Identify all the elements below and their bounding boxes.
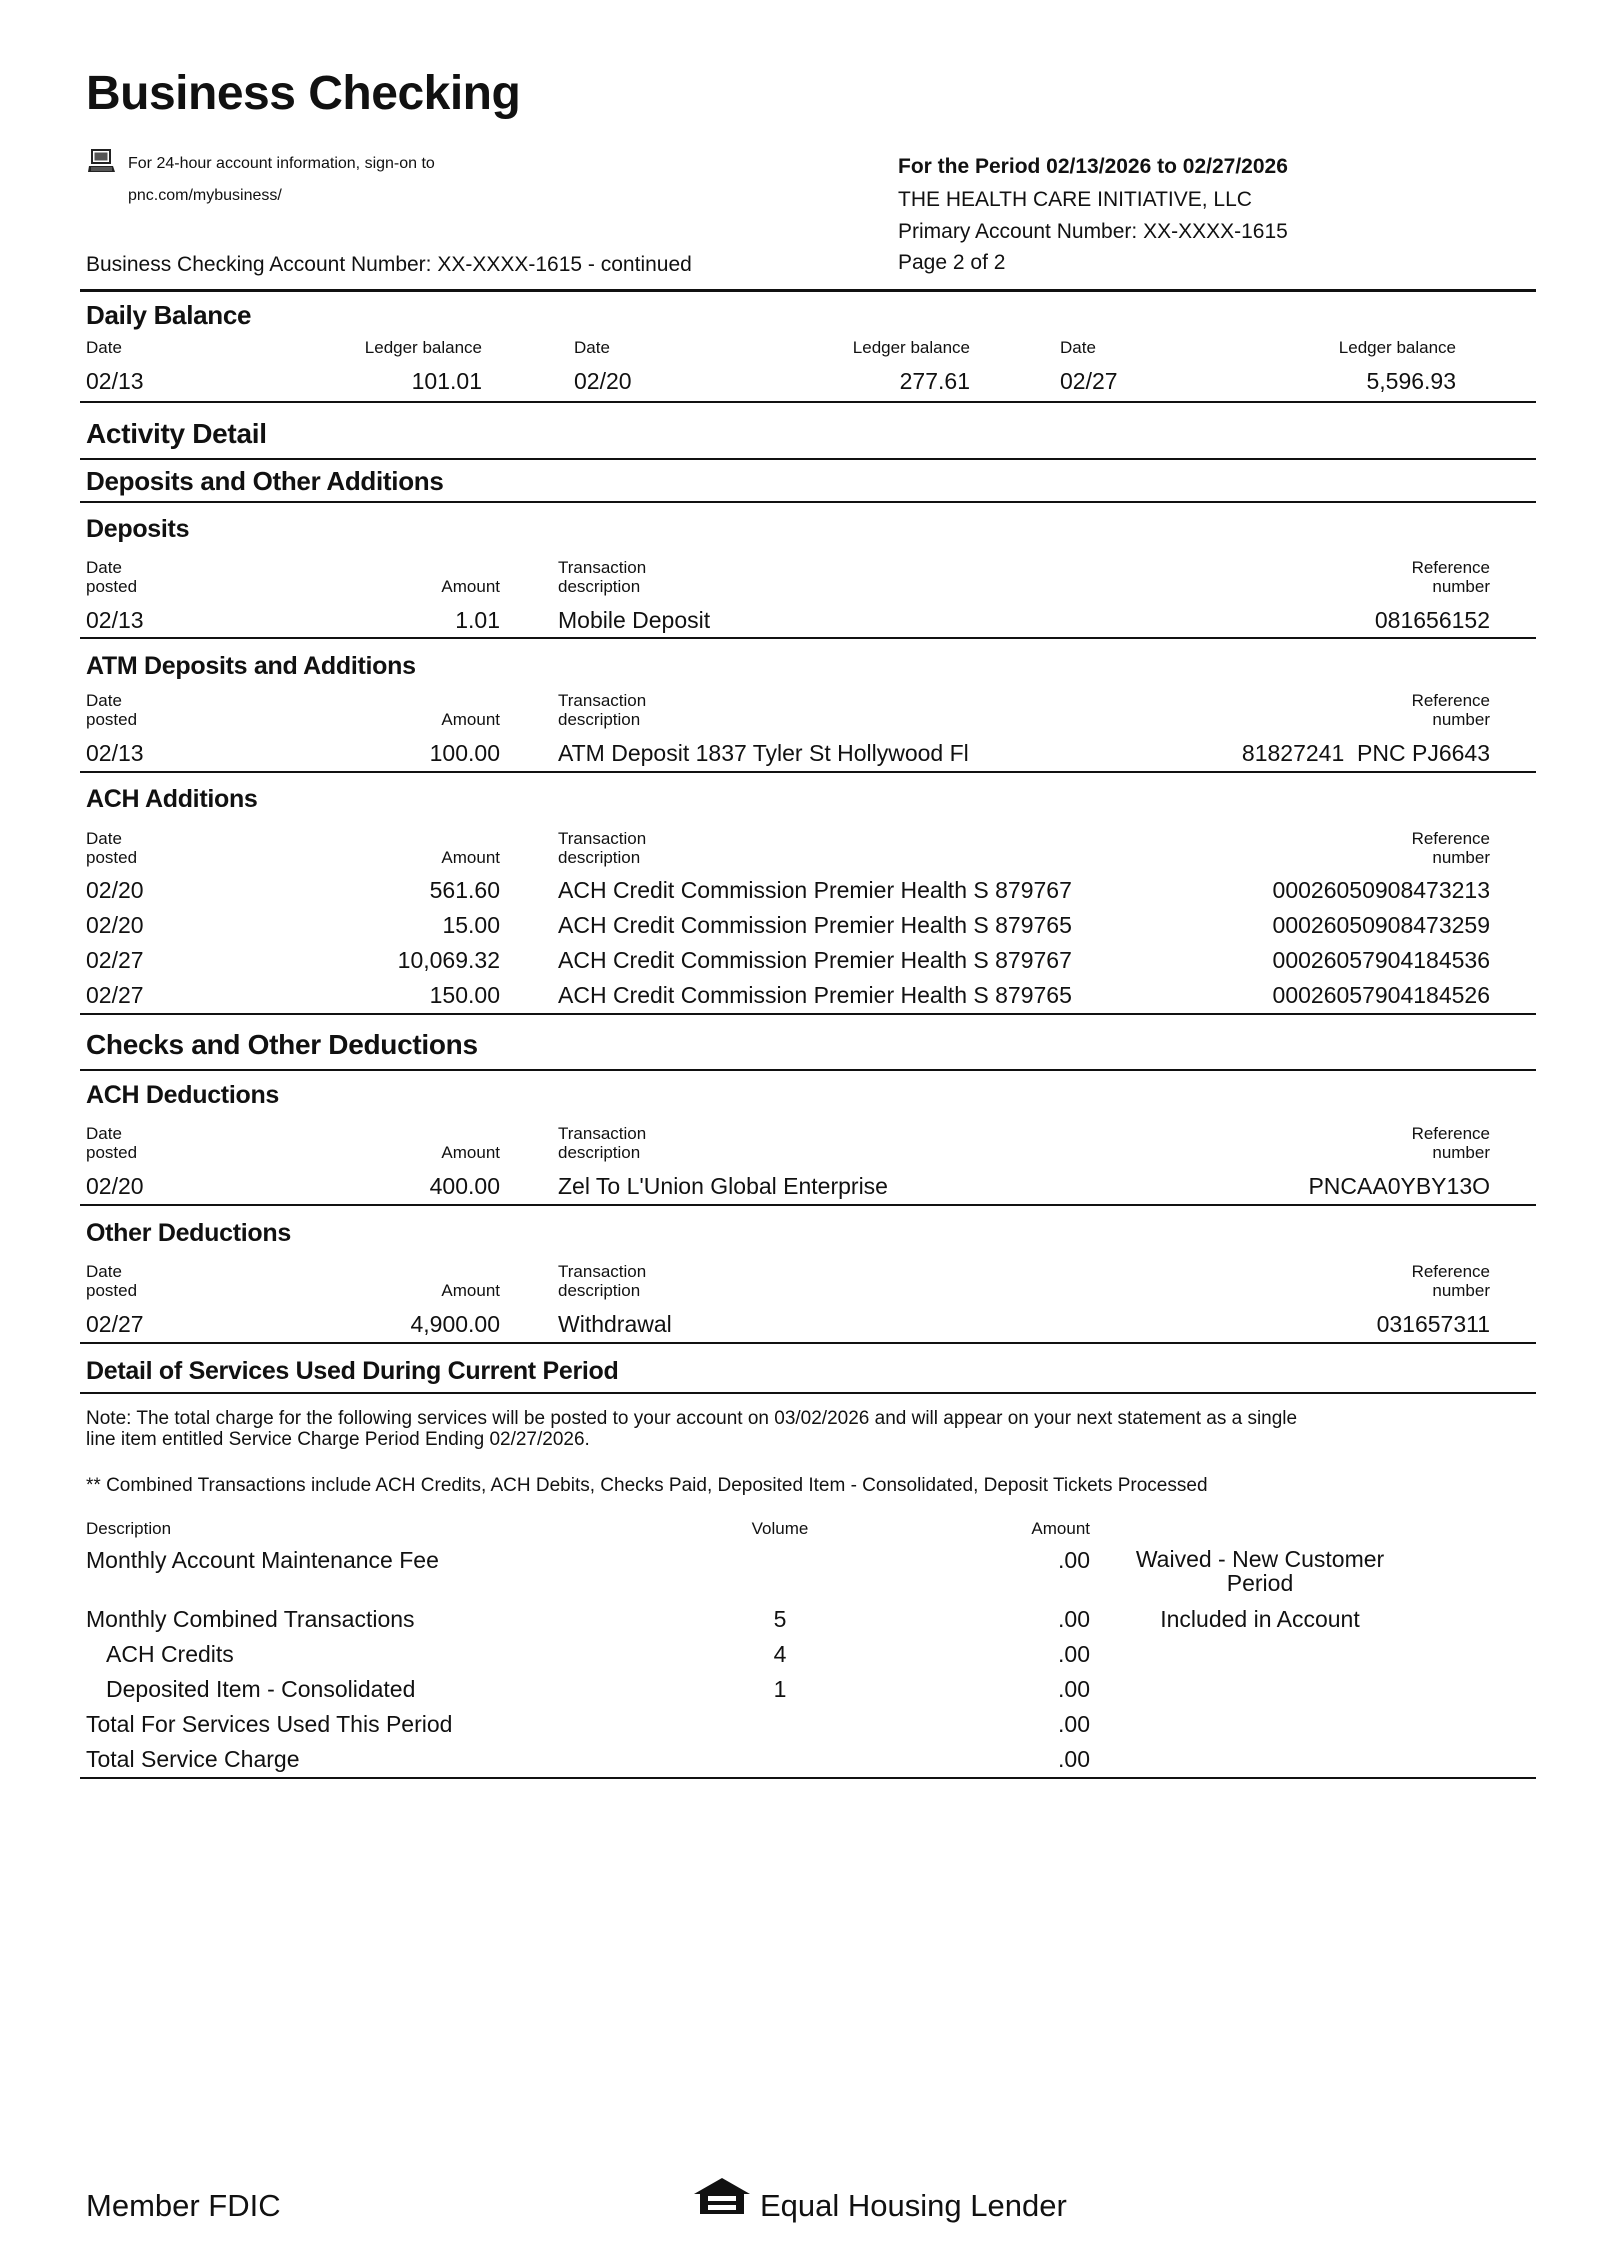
description: ATM Deposit 1837 Tyler St Hollywood Fl: [558, 740, 969, 766]
date-posted: 02/13: [86, 740, 144, 766]
deposits-title: Deposits: [86, 515, 190, 543]
ach-additions-title: ACH Additions: [86, 785, 258, 813]
date-posted: 02/20: [86, 1173, 144, 1199]
amount: 1.01: [455, 607, 500, 633]
date-posted: 02/27: [86, 1311, 144, 1337]
daily-balance-ledger-header: Ledger balance: [852, 338, 970, 357]
divider: [80, 771, 1536, 773]
service-description: Total For Services Used This Period: [86, 1711, 453, 1737]
additions-title: Deposits and Other Additions: [86, 466, 444, 496]
reference-number: 81827241 PNC PJ6643: [1241, 740, 1490, 766]
amount: 150.00: [429, 982, 500, 1008]
date-posted: 02/27: [86, 982, 144, 1008]
amount-header: Amount: [441, 577, 500, 596]
amount-header: Amount: [441, 710, 500, 729]
daily-balance-date-header: Date: [86, 338, 122, 357]
divider: [80, 1013, 1536, 1015]
date-posted: 02/20: [86, 877, 144, 903]
service-charge-note: Note: The total charge for the following services will be posted to your account on 03/02/2026 and will appear on your next statement as a single line item entitled Service Charge Period Ending 02/27/2026.: [86, 1408, 1298, 1450]
service-description: Monthly Account Maintenance Fee: [86, 1547, 439, 1573]
divider: [80, 401, 1536, 403]
computer-icon: [88, 148, 116, 174]
divider: [80, 1392, 1536, 1394]
daily-balance-date: 02/27: [1060, 368, 1118, 394]
description-header: Transaction description: [558, 1262, 647, 1300]
amount: 15.00: [442, 912, 500, 938]
description-header: Transaction description: [558, 1124, 647, 1162]
amount: 10,069.32: [397, 947, 500, 973]
daily-balance-date-header: Date: [574, 338, 610, 357]
description: ACH Credit Commission Premier Health S 879765: [558, 982, 1072, 1008]
description: Zel To L'Union Global Enterprise: [558, 1173, 888, 1199]
amount-header: Amount: [441, 848, 500, 867]
divider: [80, 1069, 1536, 1071]
primary-account-number: Primary Account Number: XX-XXXX-1615: [898, 220, 1288, 243]
equal-housing-icon: [692, 2176, 752, 2216]
online-access-url[interactable]: pnc.com/mybusiness/: [128, 187, 282, 204]
reference-header: Reference number: [1411, 1262, 1490, 1300]
reference-header: Reference number: [1411, 691, 1490, 729]
activity-detail-title: Activity Detail: [86, 418, 267, 449]
service-amount: .00: [1058, 1676, 1090, 1702]
page-number: Page 2 of 2: [898, 251, 1006, 274]
daily-balance-amount: 277.61: [899, 368, 970, 394]
date-posted-header: Date posted: [86, 829, 138, 867]
date-posted-header: Date posted: [86, 558, 138, 596]
service-note: Waived - New Customer Period: [1135, 1546, 1385, 1596]
combined-transactions-note: ** Combined Transactions include ACH Credits, ACH Debits, Checks Paid, Deposited Item - Consolidated, Deposit Tickets Processed: [86, 1475, 1208, 1496]
amount: 4,900.00: [410, 1311, 500, 1337]
other-deductions-title: Other Deductions: [86, 1219, 291, 1247]
equal-housing-lender: Equal Housing Lender: [760, 2188, 1067, 2223]
reference-number: PNCAA0YBY13O: [1308, 1173, 1490, 1199]
reference-number: 00026057904184526: [1272, 982, 1490, 1008]
date-posted-header: Date posted: [86, 1124, 138, 1162]
statement-period: For the Period 02/13/2026 to 02/27/2026: [898, 155, 1288, 178]
service-amount: .00: [1058, 1641, 1090, 1667]
divider: [80, 458, 1536, 460]
service-description: Deposited Item - Consolidated: [106, 1676, 416, 1702]
description: Withdrawal: [558, 1311, 672, 1337]
date-posted: 02/20: [86, 912, 144, 938]
divider: [80, 289, 1536, 292]
reference-header: Reference number: [1411, 1124, 1490, 1162]
description-header: Transaction description: [558, 829, 647, 867]
description-header: Transaction description: [558, 558, 647, 596]
reference-header: Reference number: [1411, 829, 1490, 867]
amount-header: Amount: [441, 1143, 500, 1162]
amount-header: Amount: [441, 1281, 500, 1300]
service-amount: .00: [1058, 1606, 1090, 1632]
divider: [80, 1777, 1536, 1779]
divider: [80, 1204, 1536, 1206]
date-posted-header: Date posted: [86, 691, 138, 729]
reference-number: 00026050908473259: [1272, 912, 1490, 938]
daily-balance-ledger-header: Ledger balance: [1338, 338, 1456, 357]
account-continued-label: Business Checking Account Number: XX-XXXX-1615 - continued: [86, 253, 692, 276]
service-amount: .00: [1058, 1711, 1090, 1737]
service-volume: 5: [773, 1606, 787, 1632]
date-posted-header: Date posted: [86, 1262, 138, 1300]
service-description: ACH Credits: [106, 1641, 234, 1667]
description: ACH Credit Commission Premier Health S 879767: [558, 947, 1072, 973]
daily-balance-amount: 5,596.93: [1366, 368, 1456, 394]
description-header: Description: [86, 1519, 172, 1538]
service-amount: .00: [1058, 1746, 1090, 1772]
daily-balance-title: Daily Balance: [86, 300, 252, 330]
service-volume: 4: [773, 1641, 787, 1667]
reference-header: Reference number: [1411, 558, 1490, 596]
ach-deductions-title: ACH Deductions: [86, 1081, 280, 1109]
service-amount: .00: [1058, 1547, 1090, 1573]
amount: 400.00: [429, 1173, 500, 1199]
online-access-text: For 24-hour account information, sign-on to: [128, 155, 435, 172]
description: ACH Credit Commission Premier Health S 879767: [558, 877, 1072, 903]
reference-number: 00026057904184536: [1272, 947, 1490, 973]
description-header: Transaction description: [558, 691, 647, 729]
service-description: Monthly Combined Transactions: [86, 1606, 415, 1632]
description: Mobile Deposit: [558, 607, 711, 633]
service-volume: 1: [773, 1676, 787, 1702]
amount-header: Amount: [1031, 1519, 1090, 1538]
member-fdic: Member FDIC: [86, 2188, 281, 2223]
reference-number: 00026050908473213: [1272, 877, 1490, 903]
deductions-title: Checks and Other Deductions: [86, 1029, 478, 1060]
page-title: Business Checking: [86, 67, 521, 120]
volume-header: Volume: [751, 1519, 809, 1538]
service-note: Included in Account: [1160, 1606, 1360, 1632]
divider: [80, 637, 1536, 639]
amount: 561.60: [429, 877, 500, 903]
divider: [80, 501, 1536, 503]
company-name: THE HEALTH CARE INITIATIVE, LLC: [898, 188, 1252, 211]
amount: 100.00: [429, 740, 500, 766]
services-title: Detail of Services Used During Current Period: [86, 1357, 619, 1385]
daily-balance-date-header: Date: [1060, 338, 1096, 357]
reference-number: 031657311: [1376, 1311, 1490, 1337]
daily-balance-date: 02/20: [574, 368, 632, 394]
daily-balance-ledger-header: Ledger balance: [364, 338, 482, 357]
divider: [80, 1342, 1536, 1344]
date-posted: 02/13: [86, 607, 144, 633]
daily-balance-amount: 101.01: [411, 368, 482, 394]
service-description: Total Service Charge: [86, 1746, 300, 1772]
atm-deposits-title: ATM Deposits and Additions: [86, 652, 416, 680]
description: ACH Credit Commission Premier Health S 879765: [558, 912, 1072, 938]
daily-balance-date: 02/13: [86, 368, 144, 394]
reference-number: 081656152: [1374, 607, 1490, 633]
date-posted: 02/27: [86, 947, 144, 973]
